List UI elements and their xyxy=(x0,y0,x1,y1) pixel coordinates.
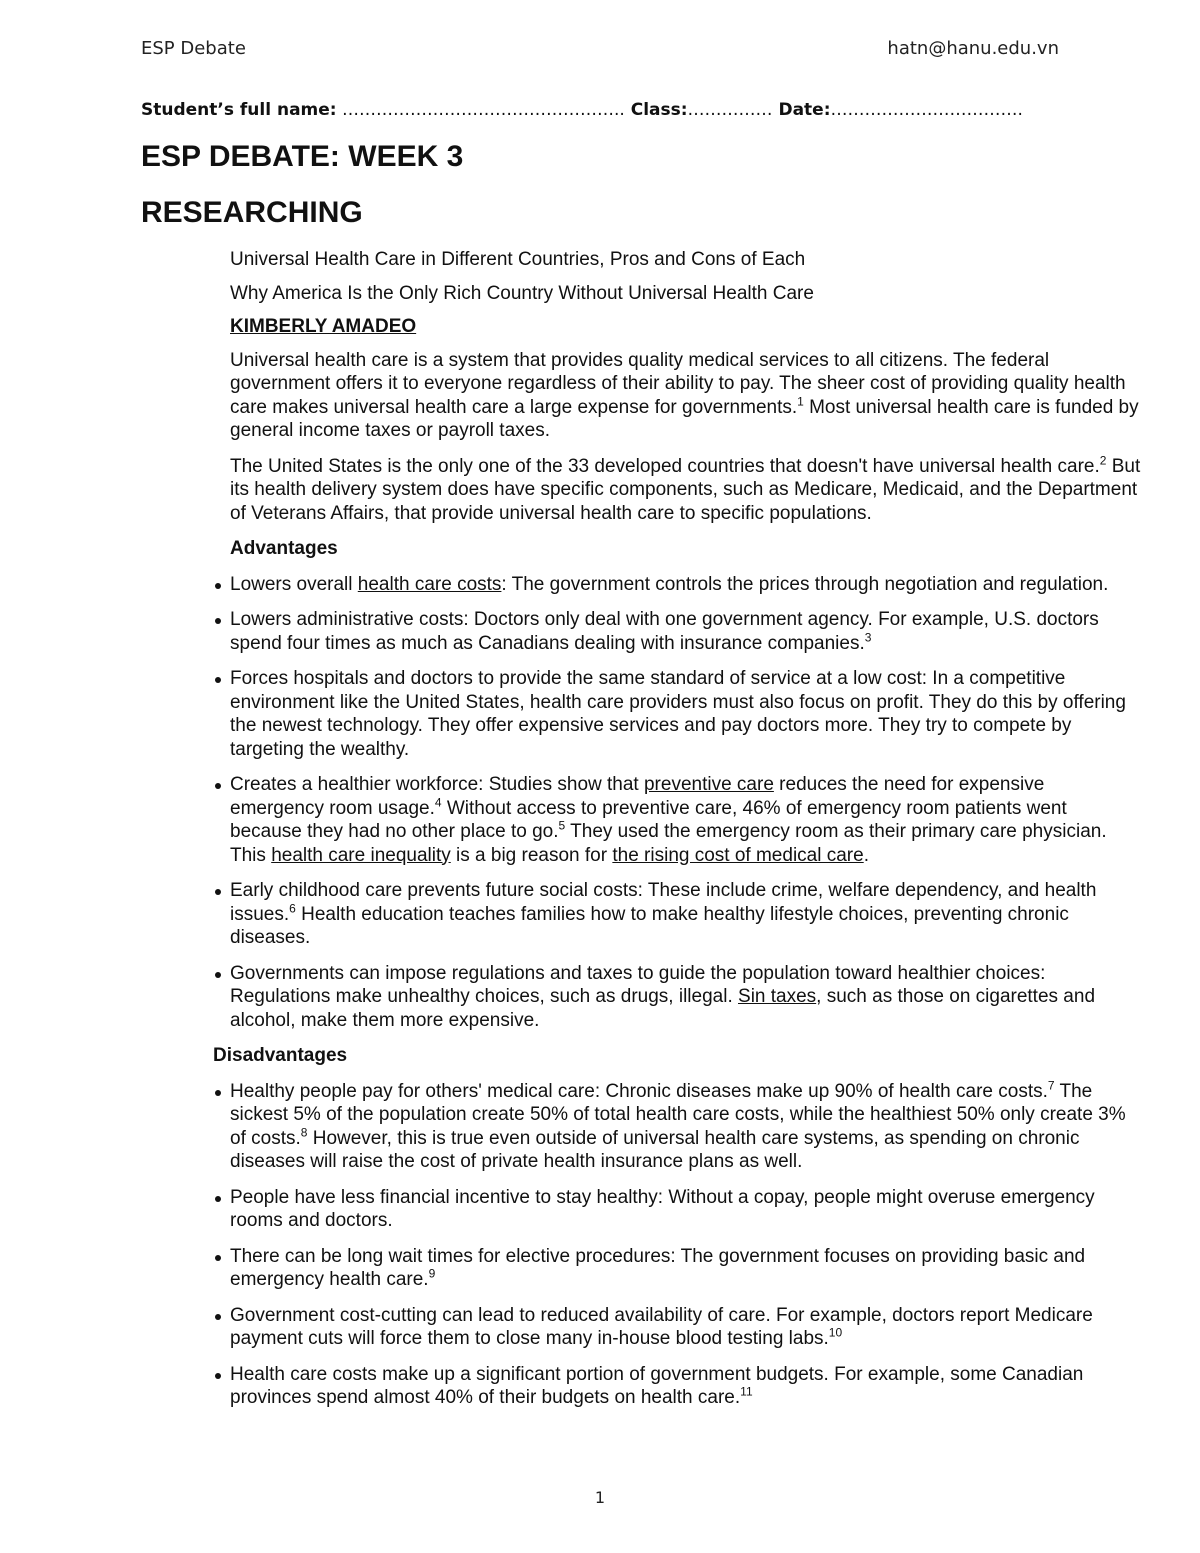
list-item: Early childhood care prevents future social costs: These include crime, welfare dependency, and health issues.$^6$ Health education teaches families how to make healthy lifestyle choices, preventing chronic diseases. xyxy=(230,879,1142,950)
paragraph-us: The United States is the only one of the 33 developed countries that doesn't have universal health care.$^2$ But its health delivery system does have specific components, such as Medicare, Medicaid, and the Department of Veterans Affairs, that provide universal health care to specific populations. xyxy=(230,453,1141,524)
list-item: People have less financial incentive to stay healthy: Without a copay, people might overuse emergency rooms and doctors. xyxy=(230,1186,1142,1233)
link-health-care-costs[interactable]: health care costs xyxy=(357,573,502,595)
link-health-care-inequality[interactable]: health care inequality xyxy=(271,844,451,866)
list-item: Creates a healthier workforce: Studies show that preventive care reduces the need for expensive emergency room usage.$^4$ Without access to preventive care, 46% of emergency room patients went because they had no other place to go.$^5$ They used the emergency room as their primary care physician. This health care inequality is a big reason for the rising cost of medical care. xyxy=(230,773,1142,867)
article-line-1: Universal Health Care in Different Countries, Pros and Cons of Each xyxy=(230,249,806,270)
link-sin-taxes[interactable]: Sin taxes xyxy=(738,986,817,1007)
header-email: hatn@hanu.edu.vn xyxy=(887,38,1059,59)
article-body xyxy=(213,248,1142,1422)
article-line-2: Why America Is the Only Rich Country Without Universal Health Care xyxy=(230,282,814,304)
disadvantages-list xyxy=(230,1080,1142,1410)
list-item: Governments can impose regulations and taxes to guide the population toward healthier choices: Regulations make unhealthy choices, such as drugs, illegal. Sin taxes, such as those on cigarettes and alcohol, make them more expensive. xyxy=(230,962,1142,1033)
student-info-line xyxy=(141,100,1023,120)
list-item: Lowers overall health care costs: The government controls the prices through negotiation and regulation. xyxy=(230,573,1142,597)
list-item: Lowers administrative costs: Doctors only deal with one government agency. For example, U.S. doctors spend four times as much as Canadians dealing with insurance companies.$^3$ xyxy=(230,608,1142,655)
page-subtitle: RESEARCHING xyxy=(141,196,363,229)
class-blank[interactable]: …………… xyxy=(687,100,773,120)
page-title: ESP DEBATE: WEEK 3 xyxy=(141,140,464,173)
author-name[interactable]: KIMBERLY AMADEO xyxy=(230,316,417,337)
list-item: There can be long wait times for elective procedures: The government focuses on providing basic and emergency health care.$^9$ xyxy=(230,1245,1142,1292)
header-left: ESP Debate xyxy=(141,38,246,59)
list-item: Health care costs make up a significant portion of government budgets. For example, some Canadian provinces spend almost 40% of their budgets on health care.$^{11}$ xyxy=(230,1363,1142,1410)
name-blank[interactable]: ………………………………………….. xyxy=(336,100,625,120)
list-item: Healthy people pay for others' medical care: Chronic diseases make up 90% of health care costs.$^7$ The sickest 5% of the population create 50% of total health care costs, while the healthiest 50% only create 3% of costs.$^8$ However, this is true even outside of universal health care systems, as spending on chronic diseases will raise the cost of private health insurance plans as well. xyxy=(230,1080,1142,1174)
date-label: Date: xyxy=(778,100,831,120)
date-blank[interactable]: ……………………………. xyxy=(830,100,1023,120)
page-number: 1 xyxy=(594,1488,606,1507)
name-label: Student’s full name: xyxy=(141,100,337,120)
paragraph-intro: Universal health care is a system that provides quality medical services to all citizens. The federal government offers it to everyone regardless of their ability to pay. The sheer cost of providing quality health care makes universal health care a large expense for governments.$^1$ Most universal health care is funded by general income taxes or payroll taxes. xyxy=(230,349,1139,441)
class-label: Class: xyxy=(630,100,688,120)
advantages-list xyxy=(230,573,1142,1033)
link-rising-cost[interactable]: the rising cost of medical care xyxy=(612,844,864,866)
list-item: Government cost-cutting can lead to reduced availability of care. For example, doctors report Medicare payment cuts will force them to close many in-house blood testing labs.$^{10}$ xyxy=(230,1304,1142,1351)
list-item: Forces hospitals and doctors to provide the same standard of service at a low cost: In a competitive environment like the United States, health care providers must also focus on profit. They do this by offering the newest technology. They offer expensive services and pay doctors more. They try to compete by targeting the wealthy. xyxy=(230,667,1142,761)
advantages-heading: Advantages xyxy=(230,538,338,559)
disadvantages-heading: Disadvantages xyxy=(213,1045,348,1066)
link-preventive-care[interactable]: preventive care xyxy=(643,774,774,795)
